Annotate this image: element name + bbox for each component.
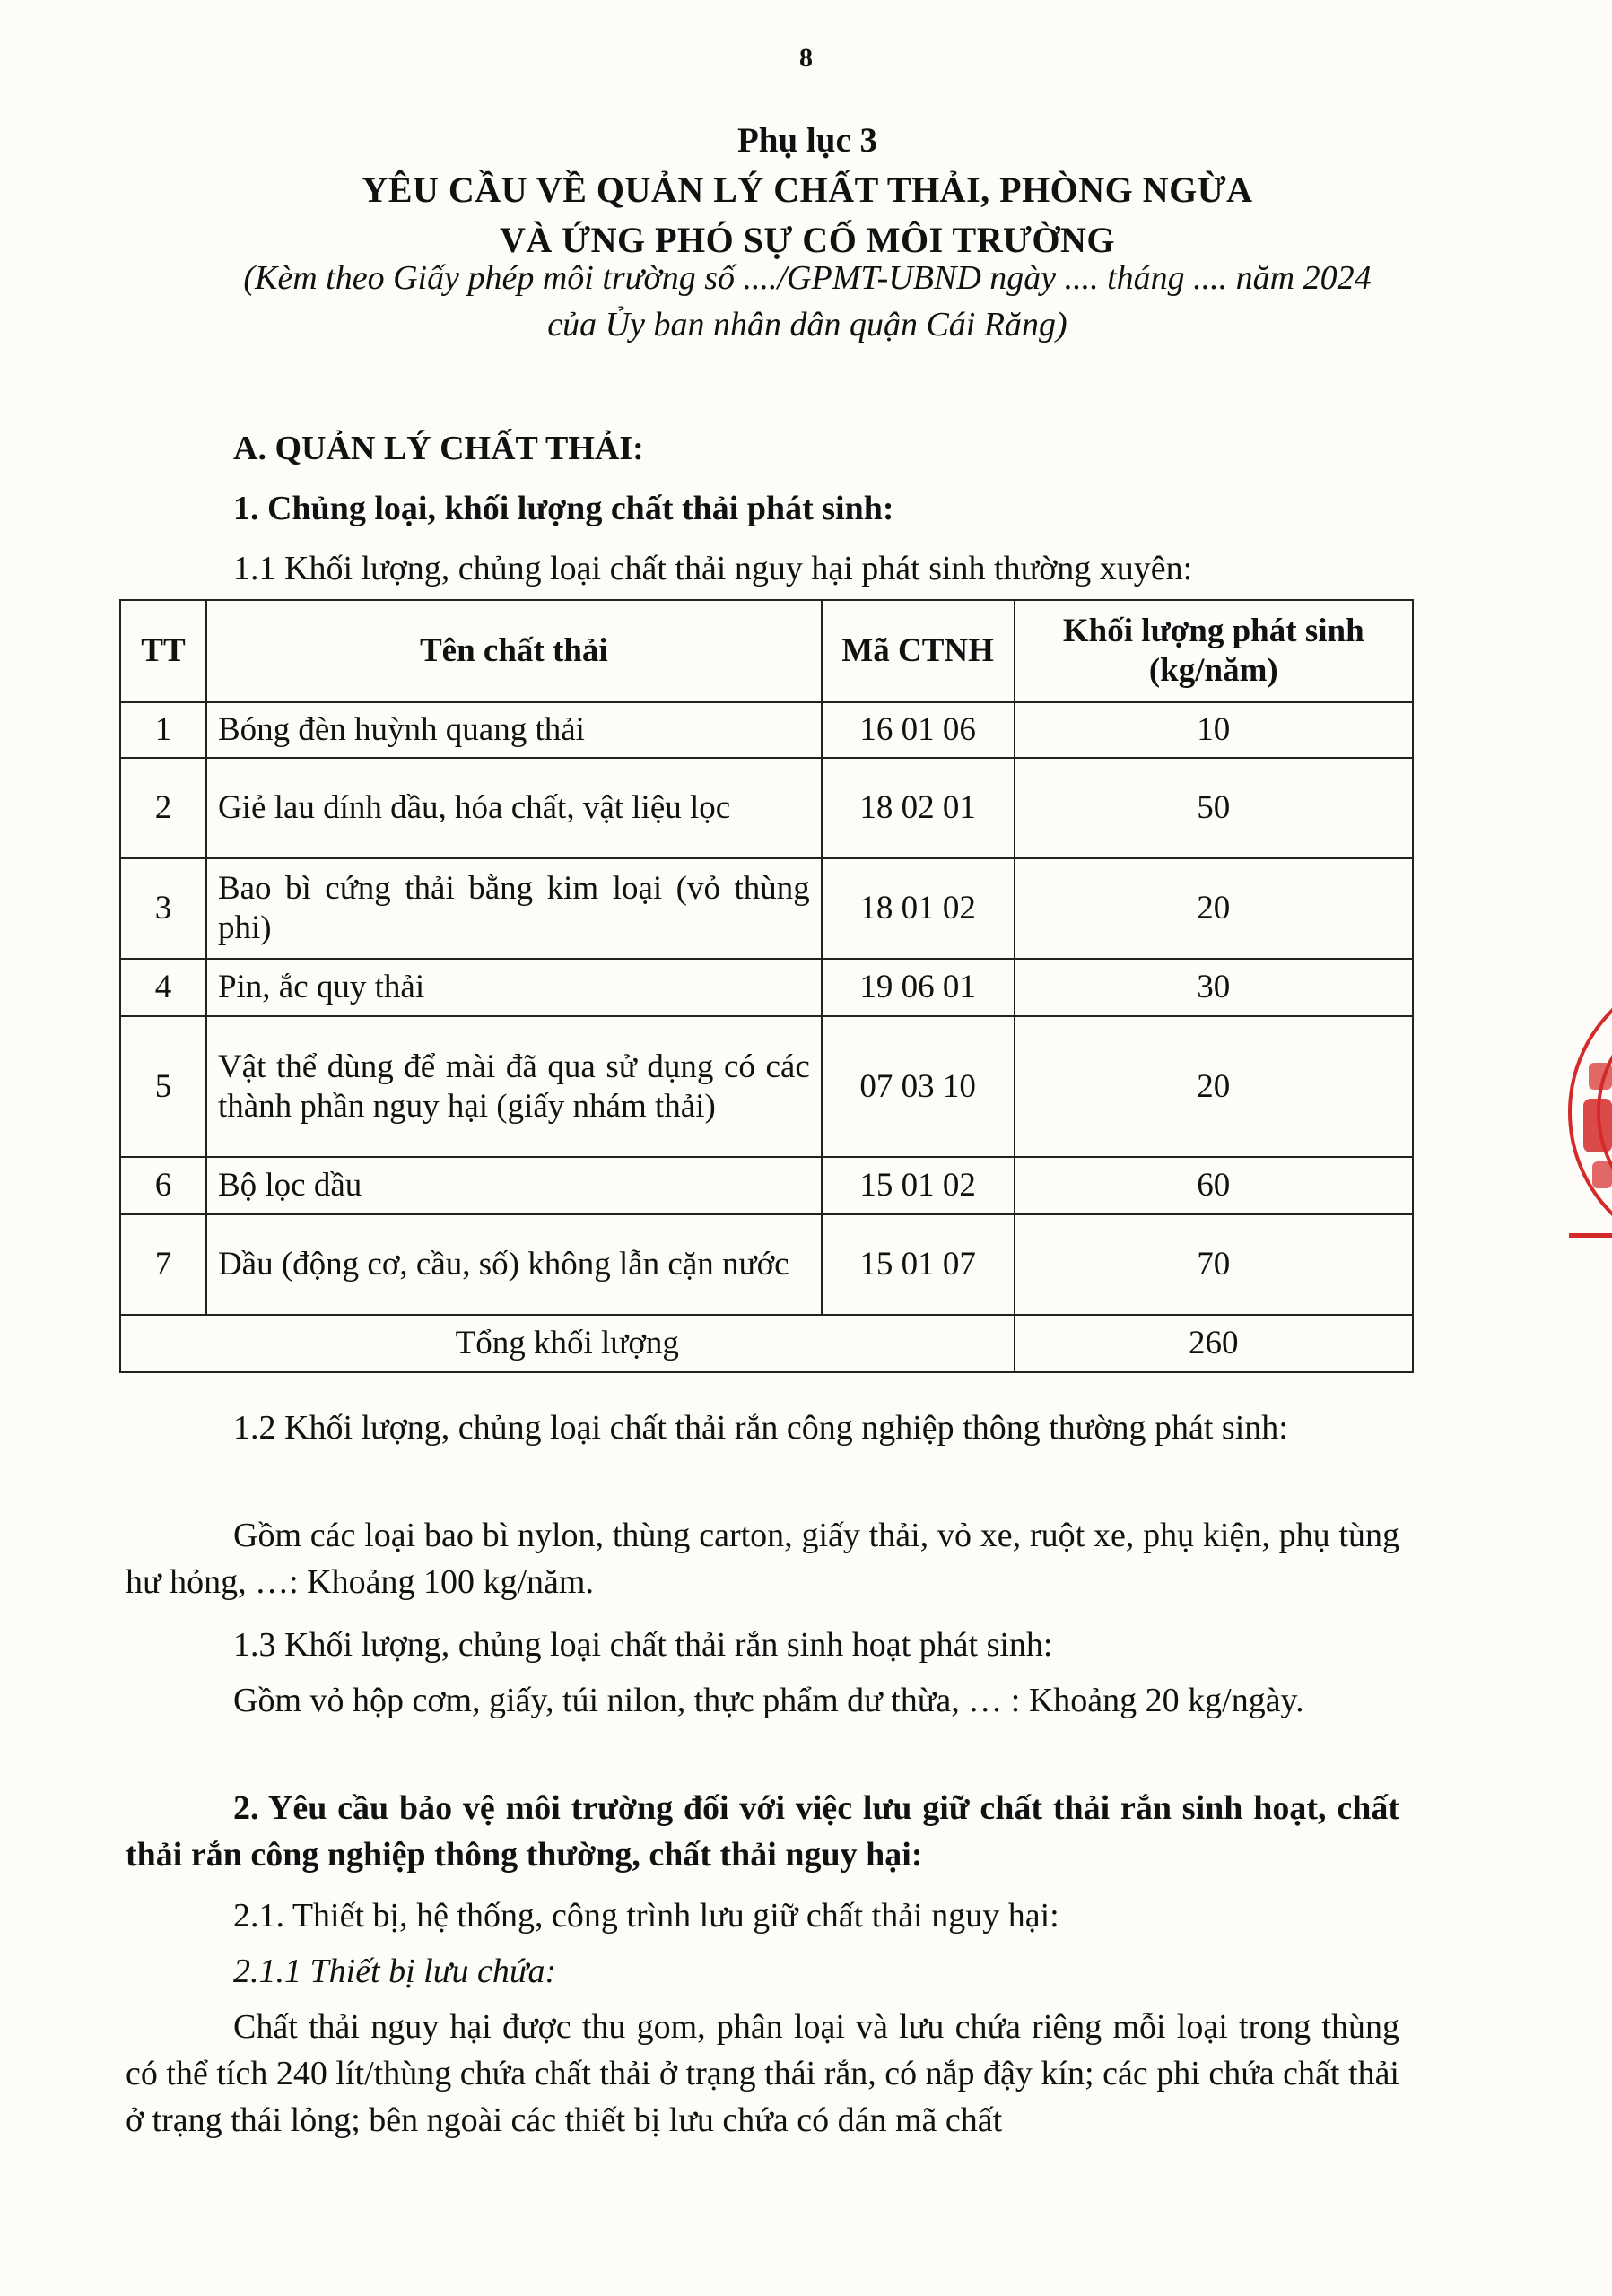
- row-mass: 70: [1015, 1214, 1413, 1315]
- hazardous-waste-table: [119, 599, 1414, 1373]
- row-code: 15 01 02: [822, 1157, 1015, 1214]
- row-name: Dầu (động cơ, cầu, số) không lẫn cặn nước: [206, 1214, 822, 1315]
- section-1-2-paragraph: Gồm các loại bao bì nylon, thùng carton, giấy thải, vỏ xe, ruột xe, phụ kiện, phụ tùng hư hỏng, …: Khoảng 100 kg/năm.: [126, 1517, 1399, 1601]
- title-line-1: YÊU CẦU VỀ QUẢN LÝ CHẤT THẢI, PHÒNG NGỪA: [362, 170, 1253, 210]
- title-line-2: VÀ ỨNG PHÓ SỰ CỐ MÔI TRƯỜNG: [499, 220, 1116, 260]
- section-1-3-paragraph: Gồm vỏ hộp cơm, giấy, túi nilon, thực phẩm dư thừa, … : Khoảng 20 kg/ngày.: [233, 1682, 1304, 1719]
- document-title: [126, 165, 1489, 265]
- row-name: Vật thể dùng để mài đã qua sử dụng có các thành phần nguy hại (giấy nhám thải): [206, 1016, 822, 1157]
- subtitle-line-2: của Ủy ban nhân dân quận Cái Răng): [547, 306, 1067, 344]
- row-name: Bao bì cứng thải bằng kim loại (vỏ thùng phi): [206, 858, 822, 959]
- section-1-2-heading: 1.2 Khối lượng, chủng loại chất thải rắn công nghiệp thông thường phát sinh:: [233, 1409, 1288, 1447]
- row-name: Pin, ắc quy thải: [206, 959, 822, 1016]
- section-2-1-1-paragraph: Chất thải nguy hại được thu gom, phân loại và lưu chứa riêng mỗi loại trong thùng có thể tích 240 lít/thùng chứa chất thải ở trạng thái rắn, có nắp đậy kín; các phi chứa chất thải ở trạng thái lỏng; bên ngoài các thiết bị lưu chứa có dán mã chất: [126, 2008, 1399, 2139]
- row-name: Bóng đèn huỳnh quang thải: [206, 702, 822, 758]
- section-2-1-heading: 2.1. Thiết bị, hệ thống, công trình lưu giữ chất thải nguy hại:: [233, 1897, 1059, 1935]
- subtitle-line-1: (Kèm theo Giấy phép môi trường số ..../GPMT-UBND ngày .... tháng .... năm 2024: [243, 259, 1372, 297]
- row-tt: 6: [120, 1157, 206, 1214]
- row-tt: 4: [120, 959, 206, 1016]
- section-2-heading: 2. Yêu cầu bảo vệ môi trường đối với việc lưu giữ chất thải rắn sinh hoạt, chất thải rắn công nghiệp thông thường, chất thải nguy hại:: [126, 1789, 1399, 1874]
- row-tt: 1: [120, 702, 206, 758]
- section-1-heading: 1. Chủng loại, khối lượng chất thải phát sinh:: [233, 490, 894, 527]
- row-tt: 2: [120, 758, 206, 858]
- row-code: 18 01 02: [822, 858, 1015, 959]
- table-row: [120, 1016, 1413, 1157]
- section-1-1-heading: 1.1 Khối lượng, chủng loại chất thải nguy hại phát sinh thường xuyên:: [233, 550, 1193, 587]
- table-row: [120, 1214, 1413, 1315]
- page-number: 8: [799, 43, 813, 73]
- row-mass: 50: [1015, 758, 1413, 858]
- row-tt: 5: [120, 1016, 206, 1157]
- table-row: [120, 1157, 1413, 1214]
- total-label: Tổng khối lượng: [120, 1315, 1015, 1372]
- row-name: Bộ lọc dầu: [206, 1157, 822, 1214]
- header-tt: TT: [120, 600, 206, 702]
- table-row: [120, 858, 1413, 959]
- section-a-heading: A. QUẢN LÝ CHẤT THẢI:: [233, 430, 644, 467]
- row-tt: 7: [120, 1214, 206, 1315]
- row-code: 19 06 01: [822, 959, 1015, 1016]
- appendix-title: Phụ lục 3: [736, 121, 878, 160]
- document-subtitle: [126, 255, 1489, 348]
- row-code: 16 01 06: [822, 702, 1015, 758]
- row-mass: 20: [1015, 858, 1413, 959]
- row-mass: 20: [1015, 1016, 1413, 1157]
- row-code: 07 03 10: [822, 1016, 1015, 1157]
- row-mass: 10: [1015, 702, 1413, 758]
- red-stamp-icon: [1556, 964, 1612, 1260]
- total-row: [120, 1315, 1413, 1372]
- total-value: 260: [1015, 1315, 1413, 1372]
- row-mass: 30: [1015, 959, 1413, 1016]
- row-tt: 3: [120, 858, 206, 959]
- row-code: 18 02 01: [822, 758, 1015, 858]
- table-row: [120, 758, 1413, 858]
- header-waste-name: Tên chất thải: [206, 600, 822, 702]
- header-waste-code: Mã CTNH: [822, 600, 1015, 702]
- header-mass: Khối lượng phát sinh (kg/năm): [1015, 600, 1413, 702]
- row-mass: 60: [1015, 1157, 1413, 1214]
- table-row: [120, 959, 1413, 1016]
- official-seal-partial: [1556, 964, 1612, 1260]
- table-row: [120, 702, 1413, 758]
- section-2-1-1-heading: 2.1.1 Thiết bị lưu chứa:: [233, 1952, 557, 1990]
- row-code: 15 01 07: [822, 1214, 1015, 1315]
- row-name: Giẻ lau dính dầu, hóa chất, vật liệu lọc: [206, 758, 822, 858]
- section-1-3-heading: 1.3 Khối lượng, chủng loại chất thải rắn sinh hoạt phát sinh:: [233, 1626, 1053, 1664]
